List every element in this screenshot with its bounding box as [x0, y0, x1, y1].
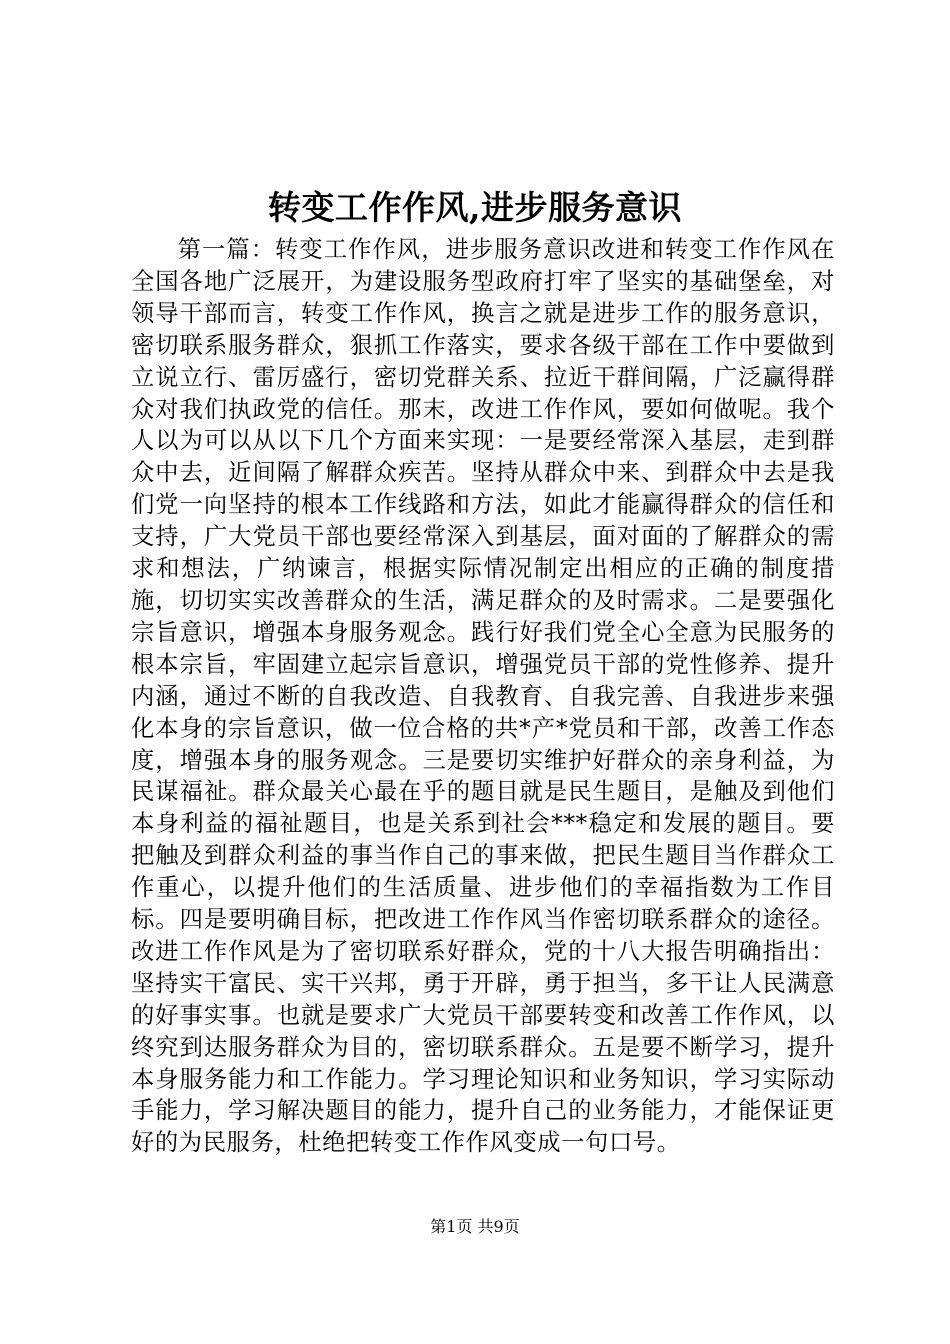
- document-title: 转变工作作风,进步服务意识: [268, 188, 682, 227]
- page-number-footer: 第1页 共9页: [430, 1217, 520, 1236]
- document-body-paragraph: 第一篇：转变工作作风，进步服务意识改进和转变工作作风在全国各地广泛展开，为建设服务型政府打牢了坚实的基础堡垒，对领导干部而言，转变工作作风，换言之就是进步工作的服务意识，密切联系服务群众，狠抓工作落实，要求各级干部在工作中要做到立说立行、雷厉盛行，密切党群关系、拉近干群间隔，广泛赢得群众对我们执政党的信任。那末，改进工作作风，要如何做呢。我个人以为可以从以下几个方面来实现：一是要经常深入基层，走到群众中去，近间隔了解群众疾苦。坚持从群众中来、到群众中去是我们党一向坚持的根本工作线路和方法，如此才能赢得群众的信任和支持，广大党员干部也要经常深入到基层，面对面的了解群众的需求和想法，广纳谏言，根据实际情况制定出相应的正确的制度措施，切切实实改善群众的生活，满足群众的及时需求。二是要强化宗旨意识，增强本身服务观念。践行好我们党全心全意为民服务的根本宗旨，牢固建立起宗旨意识，增强党员干部的党性修养、提升内涵，通过不断的自我改造、自我教育、自我完善、自我进步来强化本身的宗旨意识，做一位合格的共*产*党员和干部，改善工作态度，增强本身的服务观念。三是要切实维护好群众的亲身利益，为民谋福祉。群众最关心最在乎的题目就是民生题目，是触及到他们本身利益的福祉题目，也是关系到社会***稳定和发展的题目。要把触及到群众利益的事当作自己的事来做，把民生题目当作群众工作重心，以提升他们的生活质量、进步他们的幸福指数为工作目标。四是要明确目标，把改进工作作风当作密切联系群众的途径。改进工作作风是为了密切联系好群众，党的十八大报告明确指出：坚持实干富民、实干兴邦，勇于开辟，勇于担当，多干让人民满意的好事实事。也就是要求广大党员干部要转变和改善工作作风，以终究到达服务群众为目的，密切联系群众。五是要不断学习，提升本身服务能力和工作能力。学习理论知识和业务知识，学习实际动手能力，学习解决题目的能力，提升自己的业务能力，才能保证更好的为民服务，杜绝把转变工作作风变成一句口号。: [131, 236, 835, 1157]
